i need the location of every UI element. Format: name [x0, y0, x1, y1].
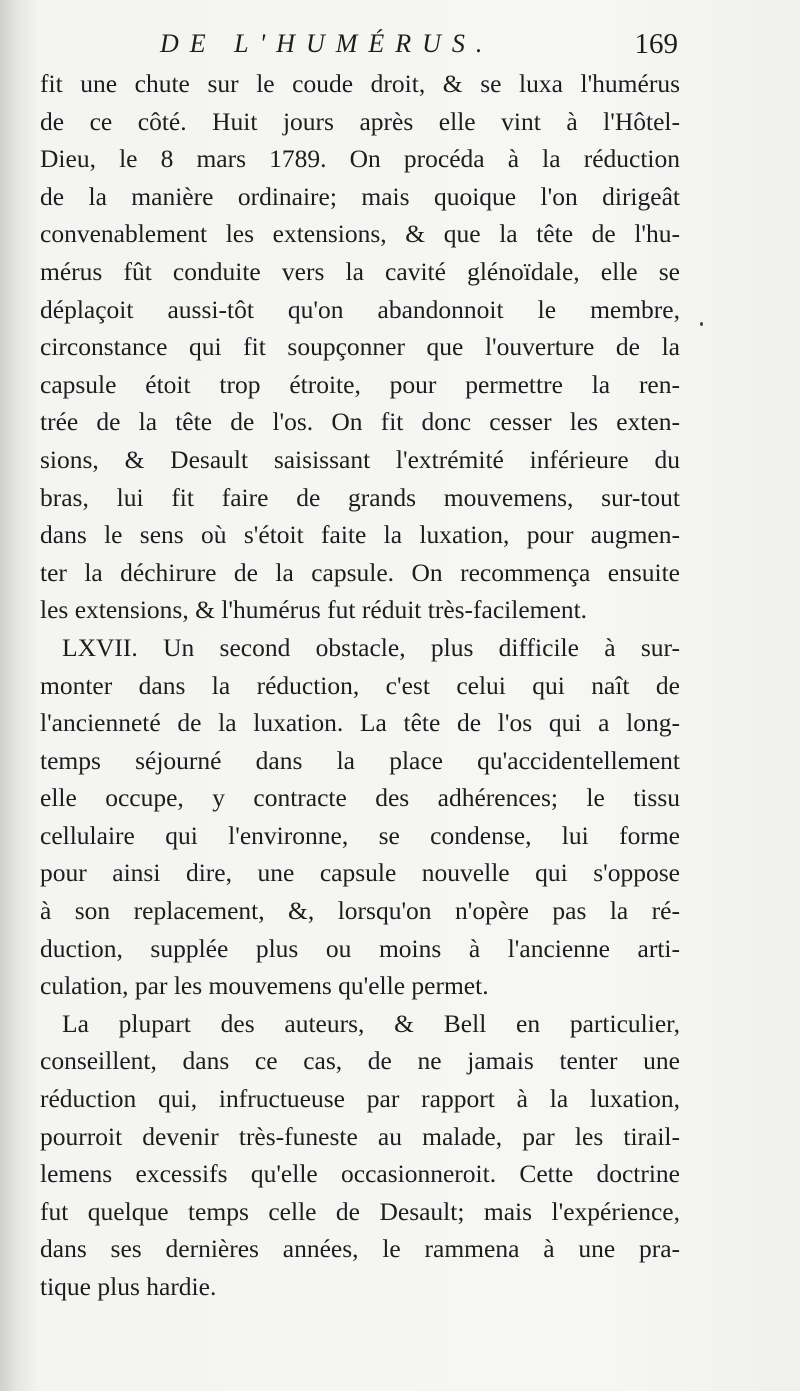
text-line: cellulaire qui l'environne, se condense, lui forme	[40, 820, 680, 850]
text-line: convenablement les extensions, & que la tête de l'hu-	[40, 219, 680, 249]
text-line: circonstance qui fit soupçonner que l'ouverture de la	[40, 332, 680, 362]
text-line: dans ses dernières années, le rammena à une pra-	[40, 1234, 680, 1264]
text-line: duction, supplée plus ou moins à l'ancienne arti-	[40, 933, 680, 963]
paragraph-start-line: La plupart des auteurs, & Bell en particulier,	[62, 1008, 680, 1038]
text-line: dans le sens où s'étoit faite la luxation, pour augmen-	[40, 520, 680, 550]
text-line: réduction qui, infructueuse par rapport à la luxation,	[40, 1084, 680, 1114]
body-text	[40, 65, 680, 1306]
text-line: pourroit devenir très-funeste au malade, par les tirail-	[40, 1121, 680, 1151]
text-line: ter la déchirure de la capsule. On recommença ensuite	[40, 557, 680, 587]
text-line: lemens excessifs qu'elle occasionneroit. Cette doctrine	[40, 1159, 680, 1189]
text-line: elle occupe, y contracte des adhérences; le tissu	[40, 783, 680, 813]
text-line: monter dans la réduction, c'est celui qui naît de	[40, 670, 680, 700]
running-head: DE L'HUMÉRUS.	[160, 29, 494, 58]
text-line: trée de la tête de l'os. On fit donc cesser les exten-	[40, 407, 680, 437]
text-line: déplaçoit aussi-tôt qu'on abandonnoit le membre,	[40, 294, 680, 324]
text-line: bras, lui fit faire de grands mouvemens, sur-tout	[40, 482, 680, 512]
text-line: de ce côté. Huit jours après elle vint à l'Hôtel-	[40, 106, 680, 136]
text-line: culation, par les mouvemens qu'elle permet.	[40, 971, 489, 1001]
text-line: fit une chute sur le coude droit, & se luxa l'humérus	[40, 69, 680, 98]
page-header	[40, 26, 680, 62]
text-line: conseillent, dans ce cas, de ne jamais tenter une	[40, 1046, 680, 1076]
section-start-line: LXVII. Un second obstacle, plus difficile à sur-	[62, 632, 680, 662]
text-line: mérus fût conduite vers la cavité glénoïdale, elle se	[40, 256, 680, 286]
text-line: fut quelque temps celle de Desault; mais l'expérience,	[40, 1196, 680, 1226]
text-line: capsule étoit trop étroite, pour permettre la ren-	[40, 369, 680, 399]
text-line: pour ainsi dire, une capsule nouvelle qui s'oppose	[40, 858, 680, 888]
text-line: sions, & Desault saisissant l'extrémité inférieure du	[40, 444, 680, 474]
text-line: les extensions, & l'humérus fut réduit très-facilement.	[40, 595, 588, 625]
ink-speck	[700, 322, 703, 326]
text-line: temps séjourné dans la place qu'accidentellement	[40, 745, 680, 775]
text-line: tique plus hardie.	[40, 1272, 217, 1301]
page-number: 169	[634, 28, 678, 60]
text-line: l'ancienneté de la luxation. La tête de l'os qui a long-	[40, 708, 680, 738]
text-line: de la manière ordinaire; mais quoique l'on dirigeât	[40, 181, 680, 211]
text-line: Dieu, le 8 mars 1789. On procéda à la réduction	[40, 144, 680, 174]
text-line: à son replacement, &, lorsqu'on n'opère pas la ré-	[40, 896, 680, 926]
